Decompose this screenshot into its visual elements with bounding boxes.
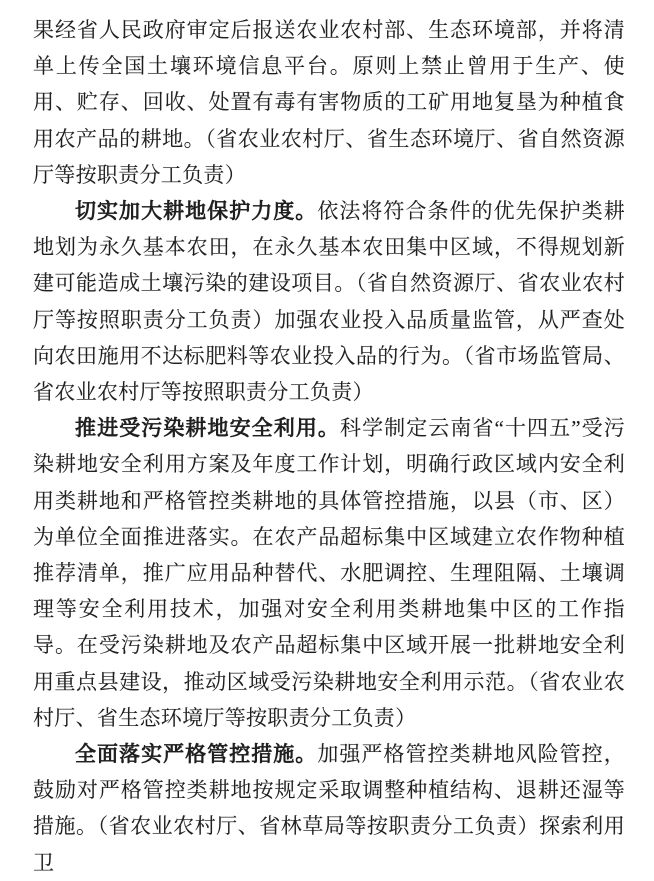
paragraph-body: 加强严格管控类耕地风险管控，鼓励对严格管控类耕地按规定采取调整种植结构、退耕还湿等措施。（省农业农村厅、省林草局等按职责分工负责）探索利用卫 [33, 742, 625, 875]
paragraph-safe-utilization [33, 410, 625, 736]
paragraph-lead: 切实加大耕地保护力度。 [75, 199, 318, 224]
paragraph-continuation [33, 12, 625, 193]
paragraph-lead: 推进受污染耕地安全利用。 [75, 416, 340, 441]
paragraph-strict-control [33, 736, 625, 881]
paragraph-body: 依法将符合条件的优先保护类耕地划为永久基本农田，在永久基本农田集中区域，不得规划新建可能造成土壤污染的建设项目。（省自然资源厅、省农业农村厅等按照职责分工负责）加强农业投入品质量监管，从严查处向农田施用不达标肥料等农业投入品的行为。（省市场监管局、省农业农村厅等按照职责分工负责） [33, 199, 625, 405]
paragraph-body: 科学制定云南省“十四五”受污染耕地安全利用方案及年度工作计划，明确行政区域内安全利用类耕地和严格管控类耕地的具体管控措施，以县（市、区）为单位全面推进落实。在农产品超标集中区域建立农作物种植推荐清单，推广应用品种替代、水肥调控、生理阻隔、土壤调理等安全利用技术，加强对安全利用类耕地集中区的工作指导。在受污染耕地及农产品超标集中区域开展一批耕地安全利用重点县建设，推动区域受污染耕地安全利用示范。（省农业农村厅、省生态环境厅等按职责分工负责） [33, 416, 625, 730]
paragraph-body: 果经省人民政府审定后报送农业农村部、生态环境部，并将清单上传全国土壤环境信息平台。原则上禁止曾用于生产、使用、贮存、回收、处置有毒有害物质的工矿用地复垦为种植食用农产品的耕地。（省农业农村厅、省生态环境厅、省自然资源厅等按职责分工负责） [33, 18, 625, 187]
paragraph-farmland-protection [33, 193, 625, 410]
paragraph-lead: 全面落实严格管控措施。 [75, 742, 318, 767]
